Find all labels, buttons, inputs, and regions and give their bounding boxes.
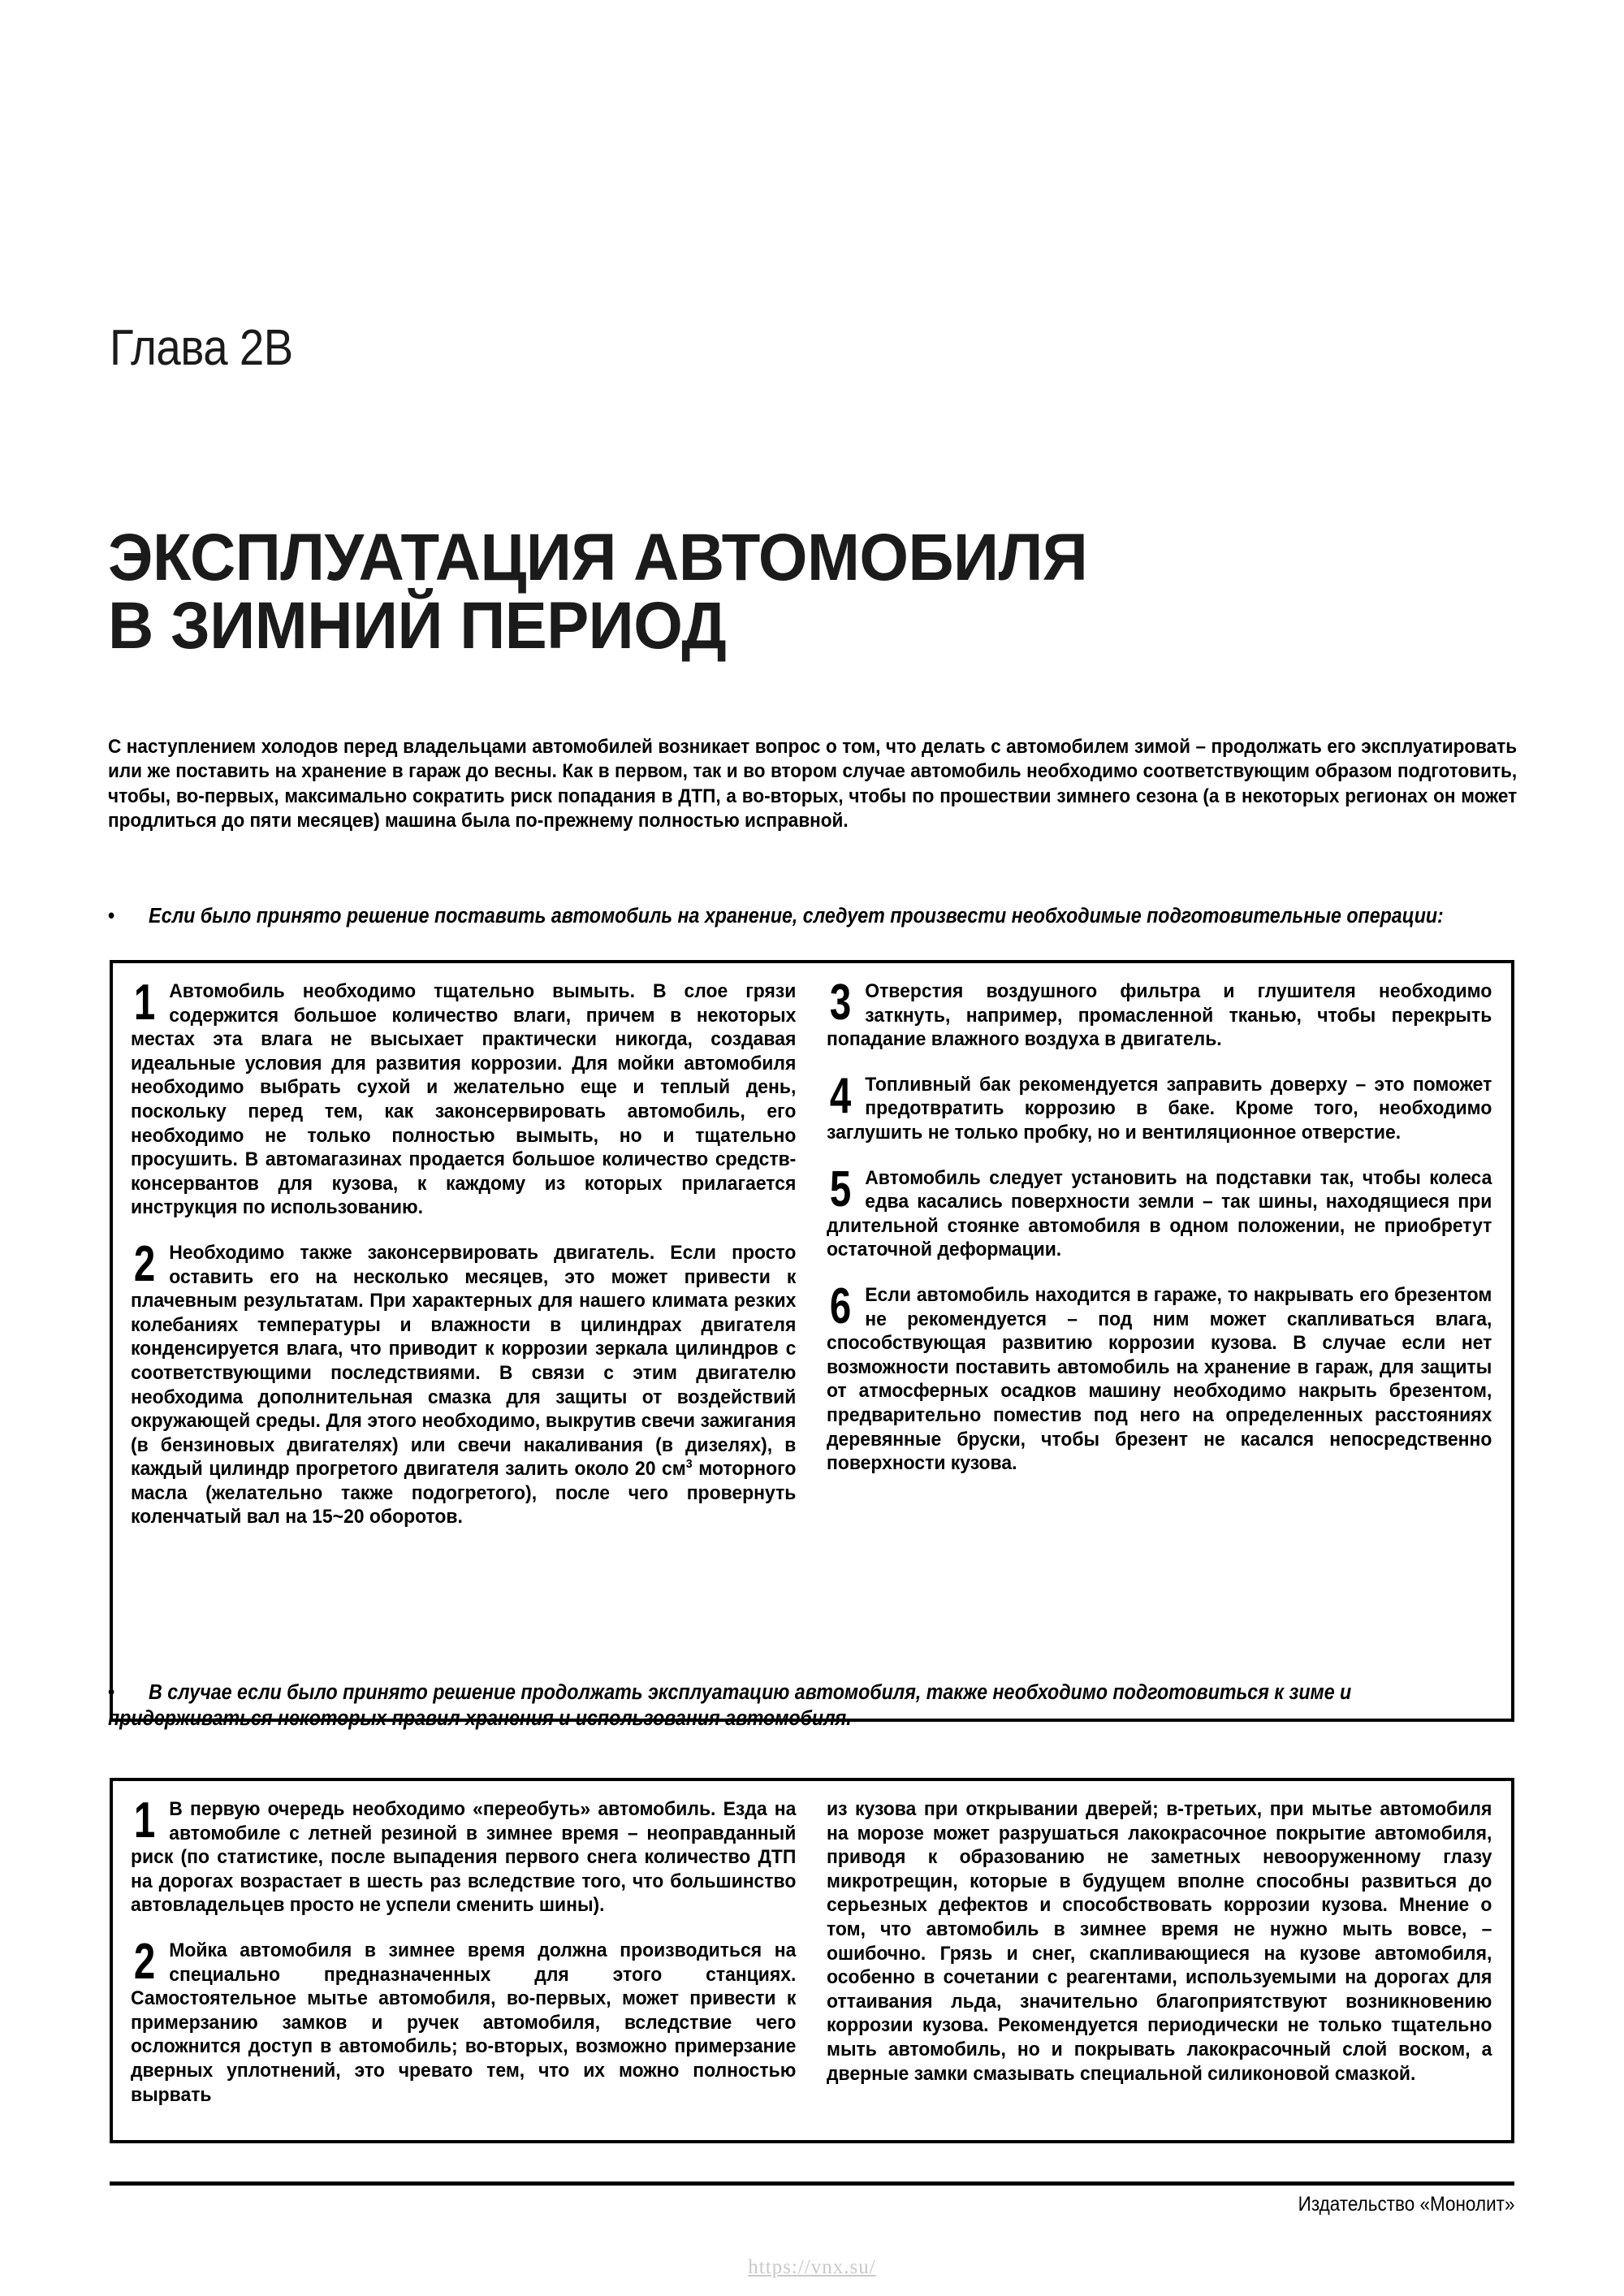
item-text: Автомобиль следует установить на подставки так, чтобы колеса едва касались поверхности земли – так шины, находящиеся при длительной стоянке автомобиля в одном положении, не приобретут остаточной деформации. (827, 1166, 1492, 1261)
bullet-marker-icon: • (108, 904, 115, 927)
section-1-heading-text: Если было принято решение поставить автомобиль на хранение, следует произвести необходимые подготовительные операции: (149, 904, 1444, 927)
winter-use-box (110, 1778, 1514, 2143)
numbered-item (131, 1792, 797, 1918)
item-text: Топливный бак рекомендуется заправить доверху – это поможет предотвратить коррозию в баке. Кроме того, необходимо заглушить не только пробку, но и вентиляционное отверстие. (827, 1073, 1492, 1144)
numbered-item (827, 1161, 1492, 1262)
storage-steps-right-column (827, 975, 1493, 1704)
section-2-heading (108, 1680, 1516, 1732)
item-number: 5 (829, 1161, 852, 1217)
item-number: 2 (133, 1933, 156, 1990)
item-text: Отверстия воздушного фильтра и глушителя необходимо заткнуть, например, промасленной тканью, чтобы перекрыть попадание влажного воздуха в двигатель. (827, 980, 1492, 1051)
item-text: В первую очередь необходимо «переобуть» автомобиль. Езда на автомобиле с летней резиной в зимнее время – неоправданный риск (по статистике, после выпадения первого снега количество ДТП на дорогах возрастает в шесть раз вследствие того, что большинство автовладельцев просто не успели сменить шины). (131, 1798, 797, 1917)
bullet-marker-icon: • (108, 1680, 115, 1704)
page-title (108, 520, 1450, 663)
item-text: Если автомобиль находится в гараже, то накрывать его брезентом не рекомендуется – под ним может скапливаться влага, способствующая развитию коррозии кузова. В случае если нет возможности поставить автомобиль на хранение в гараж, для защиты от атмосферных осадков машину необходимо накрыть брезентом, предварительно поместив под него на определенных расстояниях деревянные бруски, чтобы брезент не касался непосредственно поверхности кузова. (827, 1283, 1492, 1475)
item-number: 4 (829, 1067, 852, 1124)
storage-steps-left-column (131, 975, 797, 1704)
intro-paragraph: С наступлением холодов перед владельцами автомобилей возникает вопрос о том, что делать с автомобилем зимой – продолжать его эксплуатировать или же поставить на хранение в гараж до весны. Как в первом, так и во втором случае автомобиль необходимо соответствующим образом подготовить, чтобы, во-первых, максимально сократить риск попадания в ДТП, а во-вторых, чтобы по прошествии зимнего сезона (а в некоторых регионах он может продлиться до пяти месяцев) машина была по-прежнему полностью исправной. (108, 735, 1518, 832)
storage-steps-box (110, 960, 1514, 1722)
item-text: Мойка автомобиля в зимнее время должна производиться на специально предназначенных для этого станциях. Самостоятельное мытье автомобиля, во-первых, может привести к примерзанию замков и ручек автомобиля, вследствие чего осложнится доступ в автомобиль; во-вторых, возможно примерзание дверных уплотнений, это чревато тем, что их можно полностью вырвать (131, 1939, 797, 2106)
continuation-paragraph: из кузова при открывании дверей; в-третьих, при мытье автомобиля на морозе может разрушаться лакокрасочное покрытие автомобиля, приводя к образованию не заметных невооруженному глазу микротрещин, которые в будущем вполне способны развиться до серьезных дефектов и способствовать коррозии кузова. Мнение о том, что автомобиль в зимнее время не нужно мыть вовсе, – ошибочно. Грязь и снег, скапливающиеся на кузове автомобиля, особенно в сочетании с реагентами, используемыми на дорогах для оттаивания льда, значительно благоприятствуют возникновению коррозии кузова. Рекомендуется периодически не только тщательно мыть автомобиль, но и покрывать лакокрасочный слой воском, а дверные замки смазывать специальной силиконовой смазкой. (827, 1798, 1492, 2085)
item-number: 6 (829, 1278, 852, 1334)
item-text: Автомобиль необходимо тщательно вымыть. В слое грязи содержится большое количество влаги, причем в некоторых местах эта влага не высыхает практически никогда, создавая идеальные условия для развития коррозии. Для мойки автомобиля необходимо выбрать сухой и желательно еще и теплый день, поскольку перед тем, как законсервировать автомобиль, его необходимо не только полностью вымыть, но и тщательно просушить. В автомагазинах продается большое количество средств-консервантов для кузова, к каждому из которых прилагается инструкция по использованию. (131, 980, 797, 1219)
item-text: Необходимо также законсервировать двигатель. Если просто оставить его на несколько месяцев, это может привести к плачевным результатам. При характерных для нашего климата резких колебаниях температуры и влажности в цилиндрах двигателя конденсируется влага, что приводит к коррозии зеркала цилиндров с соответствующими последствиями. В связи с этим двигателю необходима дополнительная смазка для защиты от воздействий окружающей среды. Для этого необходимо, выкрутив свечи зажигания (в бензиновых двигателях) или свечи накаливания (в дизелях), в каждый цилиндр прогретого двигателя залить около 20 см (131, 1241, 797, 1481)
numbered-item (131, 1933, 797, 2107)
numbered-item (131, 1235, 797, 1529)
numbered-item (827, 1067, 1492, 1145)
winter-use-right-column (827, 1797, 1493, 2125)
page-title-line-2: В ЗИМНИЙ ПЕРИОД (108, 588, 727, 663)
item-number: 1 (133, 975, 156, 1031)
section-2-heading-text: В случае если было принято решение продолжать эксплуатацию автомобиля, также необходимо подготовиться к зиме и придерживаться некоторых правил хранения и использования автомобиля. (108, 1680, 1352, 1730)
item-number: 1 (133, 1792, 156, 1848)
item-text-superscript: 3 (685, 1458, 693, 1472)
item-text-tail: моторного масла (желательно также подогретого), после чего провернуть коленчатый вал на 15~20 оборотов. (131, 1458, 797, 1529)
publisher-footer: Издательство «Монолит» (1298, 2193, 1514, 2216)
winter-use-left-column (131, 1792, 797, 2125)
numbered-item (827, 975, 1492, 1052)
numbered-item (131, 975, 797, 1220)
chapter-label: Глава 2B (110, 320, 293, 376)
numbered-item (827, 1278, 1492, 1476)
watermark-url: https://vnx.su/ (748, 2256, 876, 2278)
section-1-heading (108, 903, 1516, 929)
footer-divider (110, 2181, 1514, 2186)
item-number: 2 (133, 1235, 156, 1292)
page-title-line-1: ЭКСПЛУАТАЦИЯ АВТОМОБИЛЯ (108, 520, 1088, 595)
item-number: 3 (829, 975, 852, 1031)
